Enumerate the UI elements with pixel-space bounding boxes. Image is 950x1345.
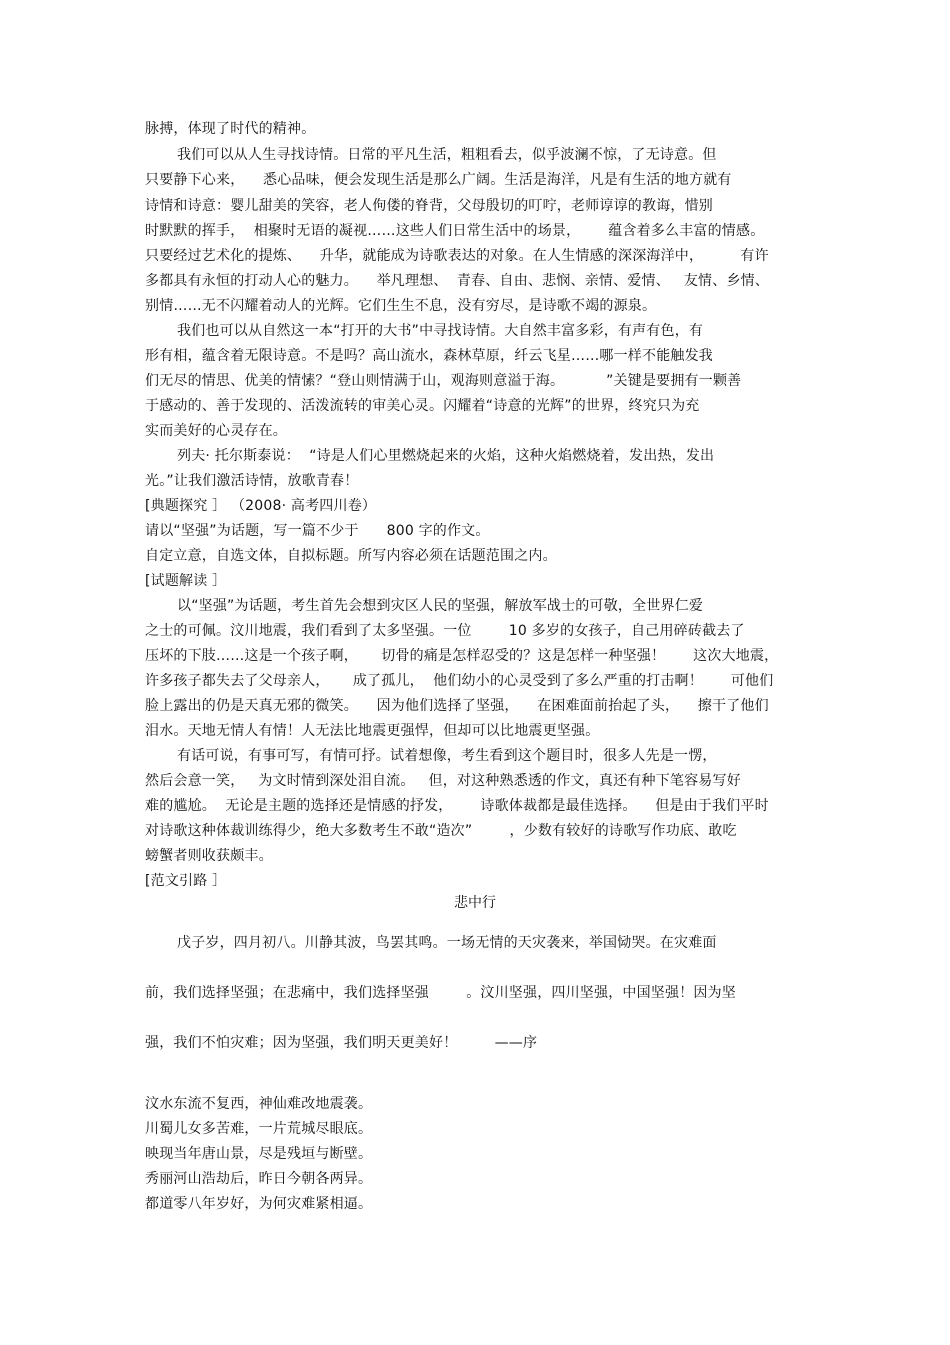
text-line: 实而美好的心灵存在。 [145, 423, 287, 439]
text-line: 别情……无不闪耀着动人的光辉。它们生生不息，没有穷尽，是诗歌不竭的源泉。 [145, 298, 657, 314]
text-line: 自定立意，自选文体，自拟标题。所写内容必须在话题范围之内。 [145, 548, 557, 564]
text-line: 以“坚强”为话题，考生首先会想到灾区人民的坚强，解放军战士的可敬，全世界仁爱 [177, 598, 704, 614]
section-heading: [范文引路 ］ [145, 873, 227, 889]
text-line: 前，我们选择坚强；在悲痛中，我们选择坚强 。汶川坚强，四川坚强，中国坚强！因为坚 [145, 985, 736, 1001]
text-line: 然后会意一笑， 为文时情到深处泪自流。 但，对这种熟悉透的作文，真还有种下笔容易写好 [145, 773, 741, 789]
text-line: 泪水。天地无情人有情！人无法比地震更强悍，但却可以比地震更坚强。 [145, 723, 600, 739]
poem-line: 映现当年唐山景，尽是残垣与断壁。 [145, 1146, 373, 1162]
text-line: 请以“坚强”为话题，写一篇不少于 800 字的作文。 [145, 523, 490, 539]
section-heading: [试题解读 ］ [145, 573, 227, 589]
poem-line: 川蜀儿女多苦难，一片荒城尽眼底。 [145, 1121, 373, 1137]
text-line: 脸上露出的仍是天真无邪的微笑。 因为他们选择了坚强， 在困难面前抬起了头， 擦干了他们 [145, 698, 769, 714]
poem-line: 汶水东流不复西，神仙难改地震袭。 [145, 1096, 373, 1112]
text-line: 于感动的、善于发现的、活泼流转的审美心灵。闪耀着“诗意的光辉”的世界，终究只为充 [145, 398, 700, 414]
poem-line: 都道零八年岁好，为何灾难紧相逼。 [145, 1196, 373, 1212]
text-line: 光。”让我们激活诗情，放歌青春！ [145, 473, 359, 489]
text-line: 许多孩子都失去了父母亲人， 成了孤儿， 他们幼小的心灵受到了多么严重的打击啊！ 可他们 [145, 673, 774, 689]
text-line: 形有相，蕴含着无限诗意。不是吗？高山流水，森林草原，纤云飞星……哪一样不能触发我 [145, 348, 713, 364]
text-line: 脉搏，体现了时代的精神。 [145, 121, 316, 137]
text-line: 有话可说，有事可写，有情可抒。试着想像，考生看到这个题目时，很多人先是一愣， [177, 748, 717, 764]
text-line: 之士的可佩。汶川地震，我们看到了太多坚强。一位 10 多岁的女孩子，自己用碎砖截去了 [145, 623, 745, 639]
text-line: 难的尴尬。 无论是主题的选择还是情感的抒发， 诗歌体裁都是最佳选择。 但是由于我们平时 [145, 798, 769, 814]
text-line: 列夫· 托尔斯泰说： “诗是人们心里燃烧起来的火焰，这种火焰燃烧着，发出热，发出 [177, 448, 715, 464]
text-line: 只要静下心来， 悉心品味，便会发现生活是那么广阔。生活是海洋，凡是有生活的地方就有 [145, 172, 732, 188]
poem-line: 秀丽河山浩劫后，昨日今朝各两异。 [145, 1171, 373, 1187]
text-line: 压坏的下肢……这是一个孩子啊， 切骨的痛是怎样忍受的？这是怎样一种坚强！ 这次大地震， [145, 648, 779, 664]
text-line: 只要经过艺术化的提炼、 升华，就能成为诗歌表达的对象。在人生情感的深深海洋中， 有许 [145, 248, 769, 264]
text-line: 戊子岁，四月初八。川静其波，鸟罢其鸣。一场无情的天灾袭来，举国恸哭。在灾难面 [177, 935, 717, 951]
text-line: 诗情和诗意：婴儿甜美的笑容，老人佝偻的脊背，父母殷切的叮咛，老师谆谆的教诲，惜别 [145, 198, 713, 214]
text-line: 多都具有永恒的打动人心的魅力。 举凡理想、 青春、自由、悲悯、亲情、爱情、 友情、乡情、 [145, 273, 770, 289]
text-line: 螃蟹者则收获颇丰。 [145, 848, 273, 864]
text-line: 们无尽的情思、优美的情愫？“登山则情满于山，观海则意溢于海。 ”关键是要拥有一颗善 [145, 373, 742, 389]
text-line: 强，我们不怕灾难；因为坚强，我们明天更美好！ ——序 [145, 1035, 538, 1051]
text-line: 对诗歌这种体裁训练得少，绝大多数考生不敢“造次” ，少数有较好的诗歌写作功底、敢吃 [145, 823, 737, 839]
essay-title: 悲中行 [454, 895, 496, 911]
text-line: 我们可以从人生寻找诗情。日常的平凡生活，粗粗看去，似乎波澜不惊，了无诗意。但 [177, 147, 717, 163]
section-heading: [典题探究 ］ （2008· 高考四川卷） [145, 498, 377, 514]
text-line: 我们也可以从自然这一本“打开的大书”中寻找诗情。大自然丰富多彩，有声有色，有 [177, 323, 704, 339]
text-line: 时默默的挥手， 相聚时无语的凝视……这些人们日常生活中的场景， 蕴含着多么丰富的情感。 [145, 223, 765, 239]
